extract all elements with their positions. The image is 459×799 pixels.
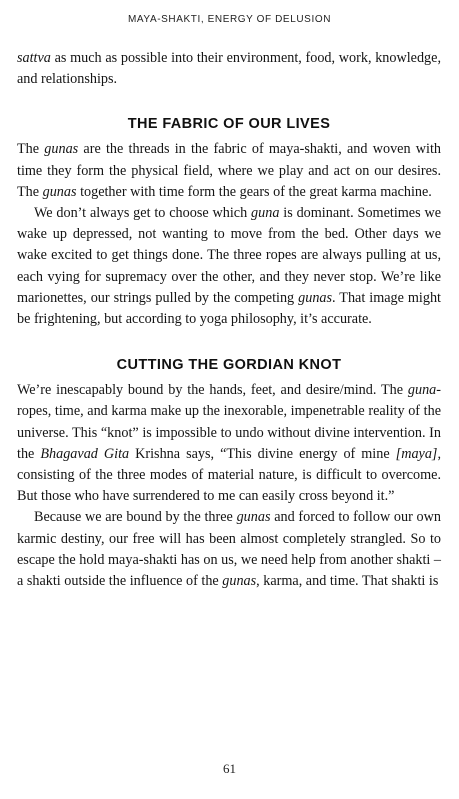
section-heading-wrap <box>17 116 441 132</box>
section-heading-fabric: THE FABRIC OF OUR LIVES <box>127 116 331 133</box>
text-run: Because we are bound by the three <box>34 509 237 526</box>
paragraph <box>17 507 441 592</box>
paragraph <box>17 203 441 330</box>
text-run: , consisting of the three modes of material nature, is difficult to overcome. But those who have surrendered to me can easily cross beyond it.” <box>17 445 441 505</box>
running-head: MAYA-SHAKTI, ENERGY OF DELUSION <box>127 14 332 25</box>
text-run: as much as possible into their environment, food, work, knowledge, and relationships. <box>17 50 441 88</box>
italic-term: gunas <box>44 141 79 158</box>
italic-term: gunas <box>298 289 333 306</box>
section-heading-gordian: CUTTING THE GORDIAN KNOT <box>116 357 342 374</box>
intro-paragraph <box>17 48 441 90</box>
italic-term: guna <box>251 205 280 222</box>
text-run: We don’t always get to choose which <box>34 205 252 222</box>
text-run: are the threads in the fabric of maya-shakti, and woven with time they form the physical field, where we play and act on our desires. The <box>17 141 441 200</box>
italic-term: Bhagavad Gita <box>40 445 130 462</box>
paragraph <box>17 380 441 507</box>
italic-term: [maya] <box>395 445 438 462</box>
italic-term: gunas <box>236 509 271 526</box>
text-run: together with time form the gears of the great karma machine. <box>76 183 432 200</box>
text-run: is dominant. Sometimes we wake up depressed, not wanting to move from the bed. Other days we wake excited to get things done. The three ropes are always pulling at us, each vying for supremacy over the other, and they never stop. We’re like marionettes, our strings pulled by the competing <box>17 205 442 306</box>
italic-term: gunas <box>42 183 77 200</box>
italic-term: guna <box>407 382 437 399</box>
page-number: 61 <box>223 761 236 776</box>
italic-term: gunas <box>222 573 257 590</box>
text-run: We’re inescapably bound by the hands, feet, and desire/mind. The <box>17 382 408 399</box>
paragraph <box>17 139 441 203</box>
text-run: The <box>17 141 45 158</box>
italic-term: sattva <box>17 50 51 66</box>
text-run: Krishna says, “This divine energy of mine <box>129 445 396 462</box>
section-heading-wrap <box>17 357 441 373</box>
text-run: -ropes, time, and karma make up the inexorable, impenetrable reality of the universe. This “knot” is impossible to undo without divine intervention. In the <box>17 382 441 462</box>
text-run: and forced to follow our own karmic destiny, our free will has been almost completely strangled. So to escape the hold maya-shakti has on us, we need help from another shakti – a shakti outside the influence of the <box>17 509 441 590</box>
page-body <box>17 48 441 592</box>
text-run: . That image might be frightening, but according to yoga philosophy, it’s accurate. <box>17 289 441 328</box>
text-run: , karma, and time. That shakti is <box>256 573 439 590</box>
